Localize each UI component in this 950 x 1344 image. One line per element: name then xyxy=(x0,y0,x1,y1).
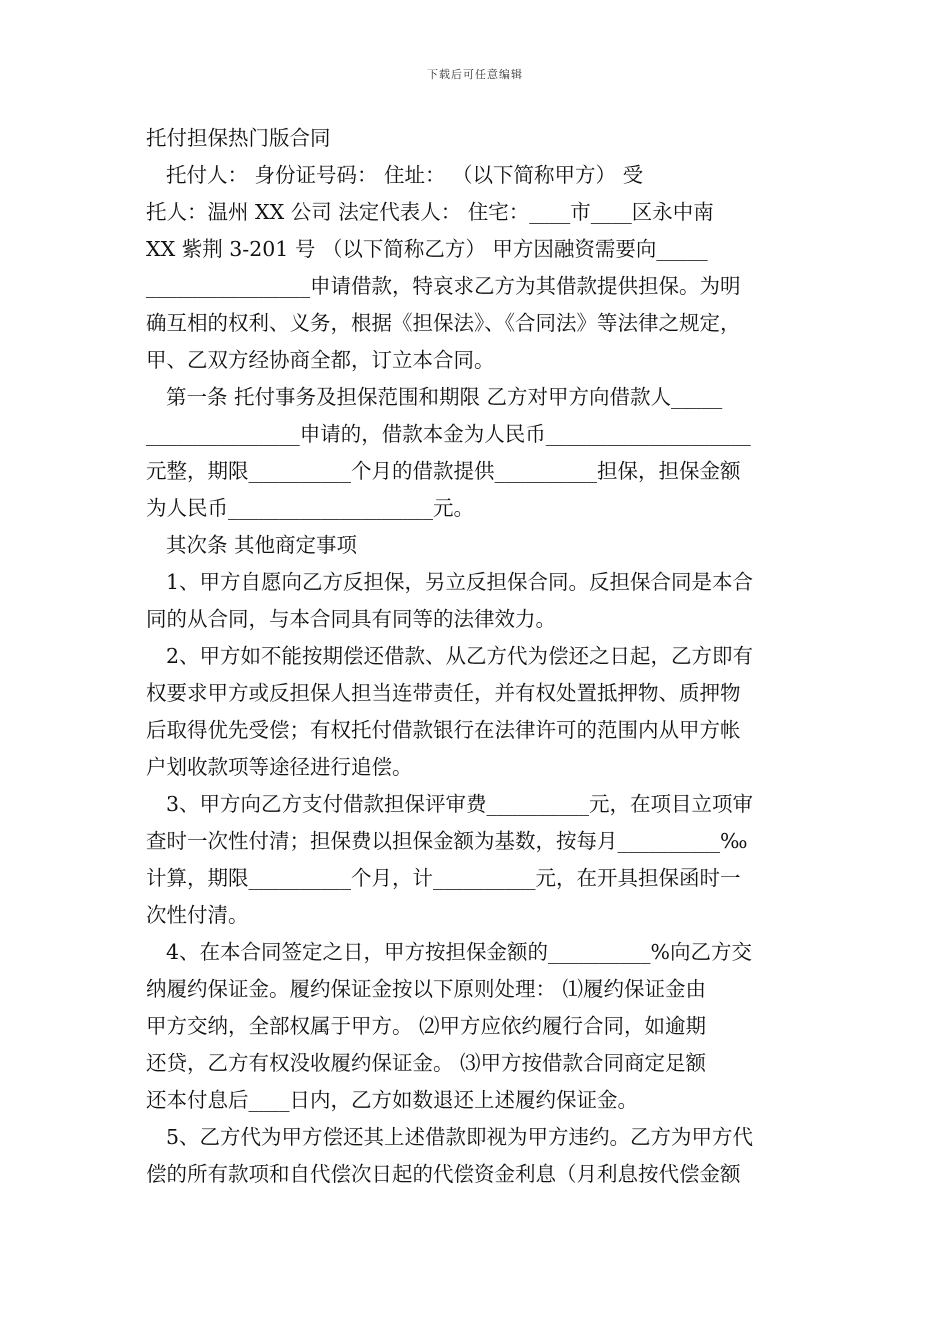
item-4-paragraph xyxy=(146,934,806,1119)
text-line: 甲方交纳，全部权属于甲方。 ⑵甲方应依约履行合同，如逾期 xyxy=(146,1014,707,1038)
text-line: 为人民币____________________元。 xyxy=(146,496,474,520)
text-line: 2、甲方如不能按期偿还借款、从乙方代为偿还之日起，乙方即有 xyxy=(166,644,754,668)
text-line: 3、甲方向乙方支付借款担保评审费__________元，在项目立项审 xyxy=(166,792,754,816)
text-line: 5、乙方代为甲方偿还其上述借款即视为甲方违约。乙方为甲方代 xyxy=(166,1125,754,1149)
text-line: XX 紫荆 3-201 号 （以下简称乙方） 甲方因融资需要向_____ xyxy=(146,237,708,261)
text-line: 4、在本合同签定之日，甲方按担保金额的__________%向乙方交 xyxy=(166,940,753,964)
text-line: 计算，期限__________个月，计__________元，在开具担保函时一 xyxy=(146,866,741,890)
text-line: 次性付清。 xyxy=(146,903,249,927)
article-1-paragraph xyxy=(146,379,806,527)
article-2-heading xyxy=(146,527,806,564)
item-2-paragraph xyxy=(146,638,806,786)
text-line: 托人：温州 XX 公司 法定代表人： 住宅：____市____区永中南 xyxy=(146,200,714,224)
text-line: 1、甲方自愿向乙方反担保，另立反担保合同。反担保合同是本合 xyxy=(166,570,754,594)
parties-paragraph xyxy=(146,157,806,379)
text-line: 权要求甲方或反担保人担当连带责任，并有权处置抵押物、质押物 xyxy=(146,681,741,705)
text-line: 户划收款项等途径进行追偿。 xyxy=(146,755,413,779)
text-line: _______________申请的，借款本金为人民币____________________ xyxy=(146,422,751,446)
document-title: 托付担保热门版合同 xyxy=(146,126,331,150)
contract-body xyxy=(146,120,806,1193)
text-line: 后取得优先受偿；有权托付借款银行在法律许可的范围内从甲方帐 xyxy=(146,718,741,742)
text-line: 甲、乙双方经协商全都，订立本合同。 xyxy=(146,348,495,372)
page-header: 下载后可任意编辑 xyxy=(427,68,523,81)
text-line: 第一条 托付事务及担保范围和期限 乙方对甲方向借款人_____ xyxy=(166,385,723,409)
text-line: 偿的所有款项和自代偿次日起的代偿资金利息（月利息按代偿金额 xyxy=(146,1162,741,1186)
text-line: 其次条 其他商定事项 xyxy=(166,533,358,557)
text-line: 还贷，乙方有权没收履约保证金。 ⑶甲方按借款合同商定足额 xyxy=(146,1051,707,1075)
text-line: 元整，期限__________个月的借款提供__________担保，担保金额 xyxy=(146,459,741,483)
text-line: 托付人： 身份证号码： 住址： （以下简称甲方） 受 xyxy=(166,163,644,187)
item-1-paragraph xyxy=(146,564,806,638)
text-line: 查时一次性付清；担保费以担保金额为基数，按每月__________‰ xyxy=(146,829,748,853)
text-line: 纳履约保证金。履约保证金按以下原则处理： ⑴履约保证金由 xyxy=(146,977,707,1001)
text-line: 确互相的权利、义务，根据《担保法》、《合同法》等法律之规定， xyxy=(146,311,741,335)
item-3-paragraph xyxy=(146,786,806,934)
text-line: 还本付息后____日内，乙方如数退还上述履约保证金。 xyxy=(146,1088,638,1112)
item-5-paragraph xyxy=(146,1119,806,1193)
text-line: 同的从合同，与本合同具有同等的法律效力。 xyxy=(146,607,556,631)
text-line: ________________申请借款，特哀求乙方为其借款提供担保。为明 xyxy=(146,274,741,298)
